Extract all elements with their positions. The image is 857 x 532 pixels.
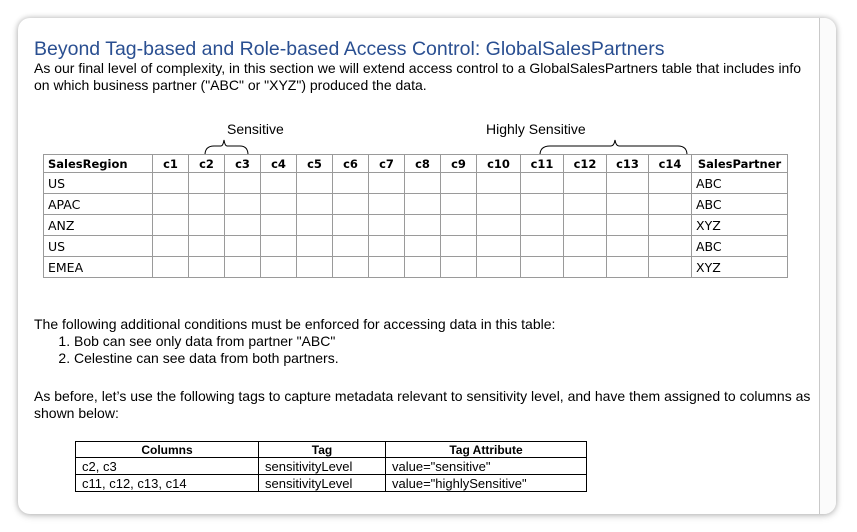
cell-sales-partner: XYZ (692, 215, 788, 236)
header-c10: c10 (477, 155, 521, 173)
tag-header-tag: Tag (259, 442, 386, 458)
conditions-intro: The following additional conditions must be enforced for accessing data in this table: (34, 316, 556, 332)
table-row (44, 257, 788, 278)
tag-cell-columns: c2, c3 (76, 458, 259, 475)
cell-empty (607, 257, 649, 278)
cell-sales-partner: ABC (692, 194, 788, 215)
cell-empty (369, 257, 405, 278)
cell-sales-partner: ABC (692, 173, 788, 194)
tag-cell-attribute: value="highlySensitive" (386, 475, 587, 492)
cell-empty (405, 236, 441, 257)
header-c8: c8 (405, 155, 441, 173)
cell-empty (225, 173, 261, 194)
cell-empty (225, 215, 261, 236)
cell-empty (521, 236, 564, 257)
table-row (44, 215, 788, 236)
cell-empty (441, 173, 477, 194)
tag-cell-columns: c11, c12, c13, c14 (76, 475, 259, 492)
tag-table-row (76, 458, 587, 475)
cell-empty (405, 173, 441, 194)
cell-empty (564, 173, 607, 194)
cell-empty (441, 236, 477, 257)
cell-empty (649, 257, 692, 278)
header-sales-partner: SalesPartner (692, 155, 788, 173)
tag-table-row (76, 475, 587, 492)
sales-partners-table (43, 154, 788, 278)
cell-empty (189, 173, 225, 194)
highly-sensitive-label: Highly Sensitive (486, 121, 586, 137)
header-c7: c7 (369, 155, 405, 173)
table-header-row (44, 155, 788, 173)
condition-item: 1. Bob can see only data from partner "ABC" (74, 333, 814, 350)
cell-empty (477, 173, 521, 194)
cell-empty (649, 236, 692, 257)
cell-empty (297, 257, 333, 278)
table-row (44, 173, 788, 194)
cell-empty (405, 194, 441, 215)
header-c4: c4 (261, 155, 297, 173)
cell-empty (333, 215, 369, 236)
tag-table-header-row (76, 442, 587, 458)
header-c14: c14 (649, 155, 692, 173)
cell-sales-region: ANZ (44, 215, 153, 236)
cell-empty (297, 215, 333, 236)
cell-empty (521, 173, 564, 194)
table-row (44, 194, 788, 215)
header-c11: c11 (521, 155, 564, 173)
cell-sales-region: EMEA (44, 257, 153, 278)
cell-empty (261, 257, 297, 278)
cell-empty (564, 257, 607, 278)
header-c12: c12 (564, 155, 607, 173)
highly-sensitive-bracket (540, 140, 687, 155)
cell-empty (369, 173, 405, 194)
conditions-block (34, 316, 814, 367)
cell-empty (521, 194, 564, 215)
cell-empty (153, 173, 189, 194)
cell-empty (607, 194, 649, 215)
table-row (44, 236, 788, 257)
cell-empty (441, 215, 477, 236)
sensitive-bracket (205, 140, 248, 155)
header-c6: c6 (333, 155, 369, 173)
cell-empty (441, 257, 477, 278)
cell-empty (153, 236, 189, 257)
cell-empty (261, 236, 297, 257)
cell-empty (189, 194, 225, 215)
cell-empty (607, 236, 649, 257)
document-frame (18, 18, 836, 514)
cell-empty (333, 173, 369, 194)
cell-empty (297, 173, 333, 194)
cell-empty (261, 215, 297, 236)
header-c13: c13 (607, 155, 649, 173)
cell-empty (649, 194, 692, 215)
header-c1: c1 (153, 155, 189, 173)
cell-sales-partner: XYZ (692, 257, 788, 278)
cell-empty (297, 194, 333, 215)
cell-empty (261, 173, 297, 194)
cell-sales-region: APAC (44, 194, 153, 215)
cell-empty (649, 173, 692, 194)
cell-empty (333, 236, 369, 257)
cell-empty (369, 236, 405, 257)
cell-empty (521, 215, 564, 236)
cell-empty (333, 194, 369, 215)
cell-sales-region: US (44, 236, 153, 257)
cell-empty (189, 215, 225, 236)
cell-empty (649, 215, 692, 236)
cell-empty (153, 194, 189, 215)
cell-empty (225, 194, 261, 215)
cell-empty (225, 236, 261, 257)
cell-empty (521, 257, 564, 278)
cell-empty (333, 257, 369, 278)
tag-assignment-table (75, 441, 587, 492)
intro-paragraph: As our final level of complexity, in this section we will extend access control to a GlobalSalesPartners table that includes info on which business partner ("ABC" or "XYZ") produced the data. (34, 60, 802, 93)
cell-empty (369, 215, 405, 236)
header-c2: c2 (189, 155, 225, 173)
cell-sales-partner: ABC (692, 236, 788, 257)
section-title: Beyond Tag-based and Role-based Access Control: GlobalSalesPartners (34, 38, 665, 60)
tag-header-attribute: Tag Attribute (386, 442, 587, 458)
tag-cell-tag: sensitivityLevel (259, 475, 386, 492)
cell-empty (261, 194, 297, 215)
cell-empty (405, 257, 441, 278)
cell-empty (477, 236, 521, 257)
cell-empty (607, 215, 649, 236)
condition-item: 2. Celestine can see data from both partners. (74, 350, 814, 367)
tag-cell-tag: sensitivityLevel (259, 458, 386, 475)
cell-empty (441, 194, 477, 215)
header-c5: c5 (297, 155, 333, 173)
sensitive-label: Sensitive (227, 121, 284, 137)
tags-intro-paragraph: As before, let’s use the following tags to capture metadata relevant to sensitivity level, and have them assigned to columns as shown below: (34, 388, 811, 421)
header-c9: c9 (441, 155, 477, 173)
cell-empty (477, 215, 521, 236)
cell-empty (153, 257, 189, 278)
header-c3: c3 (225, 155, 261, 173)
cell-sales-region: US (44, 173, 153, 194)
cell-empty (477, 194, 521, 215)
cell-empty (564, 215, 607, 236)
cell-empty (564, 236, 607, 257)
header-sales-region: SalesRegion (44, 155, 153, 173)
tag-header-columns: Columns (76, 442, 259, 458)
conditions-list (34, 333, 814, 367)
tag-cell-attribute: value="sensitive" (386, 458, 587, 475)
cell-empty (607, 173, 649, 194)
cell-empty (405, 215, 441, 236)
cell-empty (225, 257, 261, 278)
cell-empty (153, 215, 189, 236)
cell-empty (297, 236, 333, 257)
cell-empty (189, 236, 225, 257)
cell-empty (477, 257, 521, 278)
cell-empty (369, 194, 405, 215)
scrollbar[interactable] (819, 18, 836, 514)
cell-empty (564, 194, 607, 215)
sales-table-body (44, 173, 788, 278)
cell-empty (189, 257, 225, 278)
